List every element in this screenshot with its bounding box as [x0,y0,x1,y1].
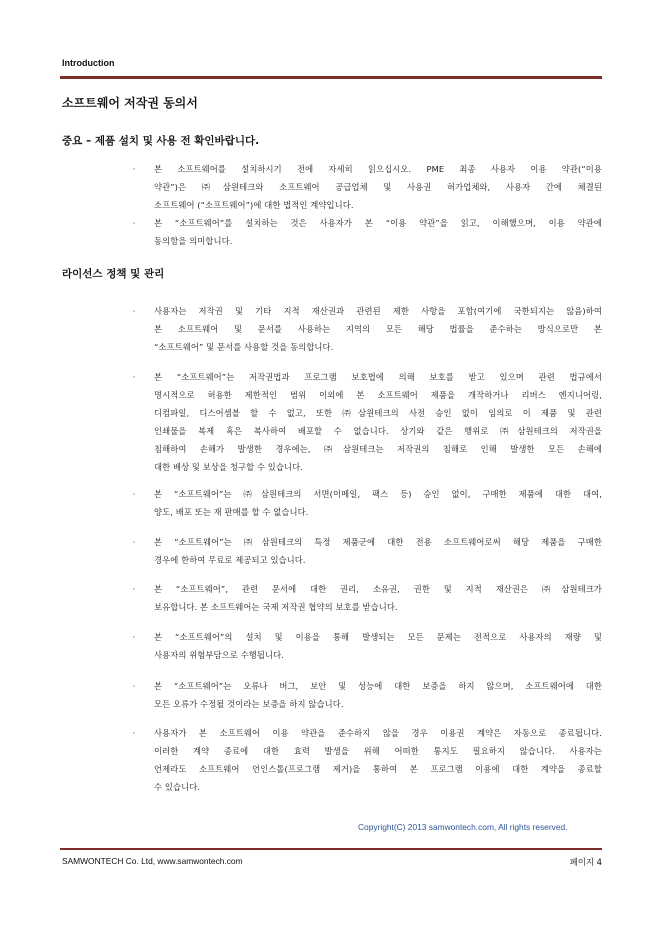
list-item-line: 약관”)은 ㈜삼원테크와 소프트웨어 공급업체 및 사용권 허가업체와, 사용자 간에 체결된 [154,182,602,192]
list-item-line: 디컴파일, 디스어셈블 할 수 없고, 또한 ㈜삼원테크의 사전 승인 없이 임의로 이 제품 및 관련 [154,408,602,418]
bullet-marker: · [132,164,136,174]
running-header: Introduction [62,58,115,68]
list-item-line: 경우에 한하여 무료로 제공되고 있습니다. [154,555,306,565]
list-item [126,214,602,250]
list-item-line: 본 “소프트웨어”는 ㈜삼원테크의 특정 제품군에 대한 전용 소프트웨어로써 해당 제품을 구매한 [154,537,602,547]
list-item-line: 본 소프트웨어를 설치하시기 전에 자세히 읽으십시오. PME 최종 사용자 이용 약관(“이용 [154,164,602,174]
list-item-line: 사용자가 본 소프트웨어 이용 약관을 준수하지 않을 경우 이용권 계약은 자동으로 종료됩니다. [154,728,602,738]
list-item [126,160,602,214]
section-heading-important: 중요 – 제품 설치 및 사용 전 확인바랍니다. [62,135,260,147]
bullet-marker: · [132,537,136,547]
list-item-line: 인쇄물을 복제 혹은 복사하여 배포할 수 없습니다. 상기와 같은 행위로 ㈜삼원테크의 저작권을 [154,426,602,436]
list-item-line: 소프트웨어 (“소프트웨어”)에 대한 법적인 계약입니다. [154,200,354,210]
list-item [126,485,602,521]
list-item-line: 본 소프트웨어 및 문서를 사용하는 지역의 모든 해당 법률을 준수하는 방식으로만 본 [154,324,602,334]
list-item-line: “소프트웨어” 및 문서를 사용할 것을 동의합니다. [154,342,334,352]
bullet-marker: · [132,372,136,382]
bullet-marker: · [132,681,136,691]
bullet-marker: · [132,728,136,738]
list-item [126,302,602,356]
list-item-line: 침해하여 손해가 발생한 경우에는, ㈜삼원테크는 저작권의 침해로 인해 발생한 모든 손해에 [154,444,602,454]
document-title: 소프트웨어 저작권 동의서 [62,96,198,110]
list-item-line: 모든 오류가 수정될 것이라는 보증을 하지 않습니다. [154,699,344,709]
section-heading-license: 라이선스 정책 및 관리 [62,268,165,280]
header-rule [60,76,602,79]
list-item-line: 본 “소프트웨어”를 설치하는 것은 사용자가 본 “이용 약관”을 읽고, 이해했으며, 이용 약관에 [154,218,602,228]
list-item-line: 본 “소프트웨어”, 관련 문서에 대한 권리, 소유권, 권한 및 지적 재산권은 ㈜삼원테크가 [154,584,602,594]
list-item [126,580,602,616]
list-item-line: 본 “소프트웨어”는 오류나 버그, 보안 및 성능에 대한 보증을 하지 않으며, 소프트웨어에 대한 [154,681,602,691]
list-item-line: 본 “소프트웨어”는 저작권법과 프로그램 보호법에 의해 보호를 받고 있으며 관련 법규에서 [154,372,602,382]
list-item-line: 언제라도 소프트웨어 언인스톨(프로그램 제거)을 통하여 본 프로그램 이용에 대한 계약을 종료할 [154,764,602,774]
list-item-line: 수 있습니다. [154,782,201,792]
bullet-marker: · [132,632,136,642]
list-item [126,628,602,664]
bullet-marker: · [132,489,136,499]
list-item-line: 이러한 계약 종료에 대한 효력 발생을 위해 어떠한 통지도 필요하지 않습니다. 사용자는 [154,746,602,756]
list-item-line: 양도, 배포 또는 재 판매를 할 수 없습니다. [154,507,309,517]
bullet-marker: · [132,306,136,316]
bullet-marker: · [132,584,136,594]
list-item [126,533,602,569]
list-item-line: 명시적으로 허용한 제한적인 범위 이외에 본 소프트웨어 제품을 개작하거나 리버스 엔지니어링, [154,390,602,400]
list-item-line: 동의함을 의미합니다. [154,236,233,246]
list-item [126,368,602,476]
list-item-line: 대한 배상 및 보상을 청구할 수 있습니다. [154,462,303,472]
copyright-notice: Copyright(C) 2013 samwontech.com, All rights reserved. [358,822,568,832]
list-item-line: 보유합니다. 본 소프트웨어는 국제 저작권 협약의 보호를 받습니다. [154,602,398,612]
list-item [126,677,602,713]
list-item-line: 본 “소프트웨어”는 ㈜삼원테크의 서면(이메일, 팩스 등) 승인 없이, 구매한 제품에 대한 대여, [154,489,602,499]
bullet-marker: · [132,218,136,228]
list-item [126,724,602,796]
footer-company: SAMWONTECH Co. Ltd, www.samwontech.com [62,856,243,866]
footer-rule [60,848,602,850]
page-number: 페이지 4 [569,857,602,867]
list-item-line: 사용자의 위험부담으로 수행됩니다. [154,650,284,660]
list-item-line: 사용자는 저작권 및 기타 지적 재산권과 관련된 제한 사항을 포함(여기에 국한되지는 않음)하여 [154,306,602,316]
list-item-line: 본 “소프트웨어”의 설치 및 이용을 통해 발생되는 모든 문제는 전적으로 사용자의 재량 및 [154,632,602,642]
